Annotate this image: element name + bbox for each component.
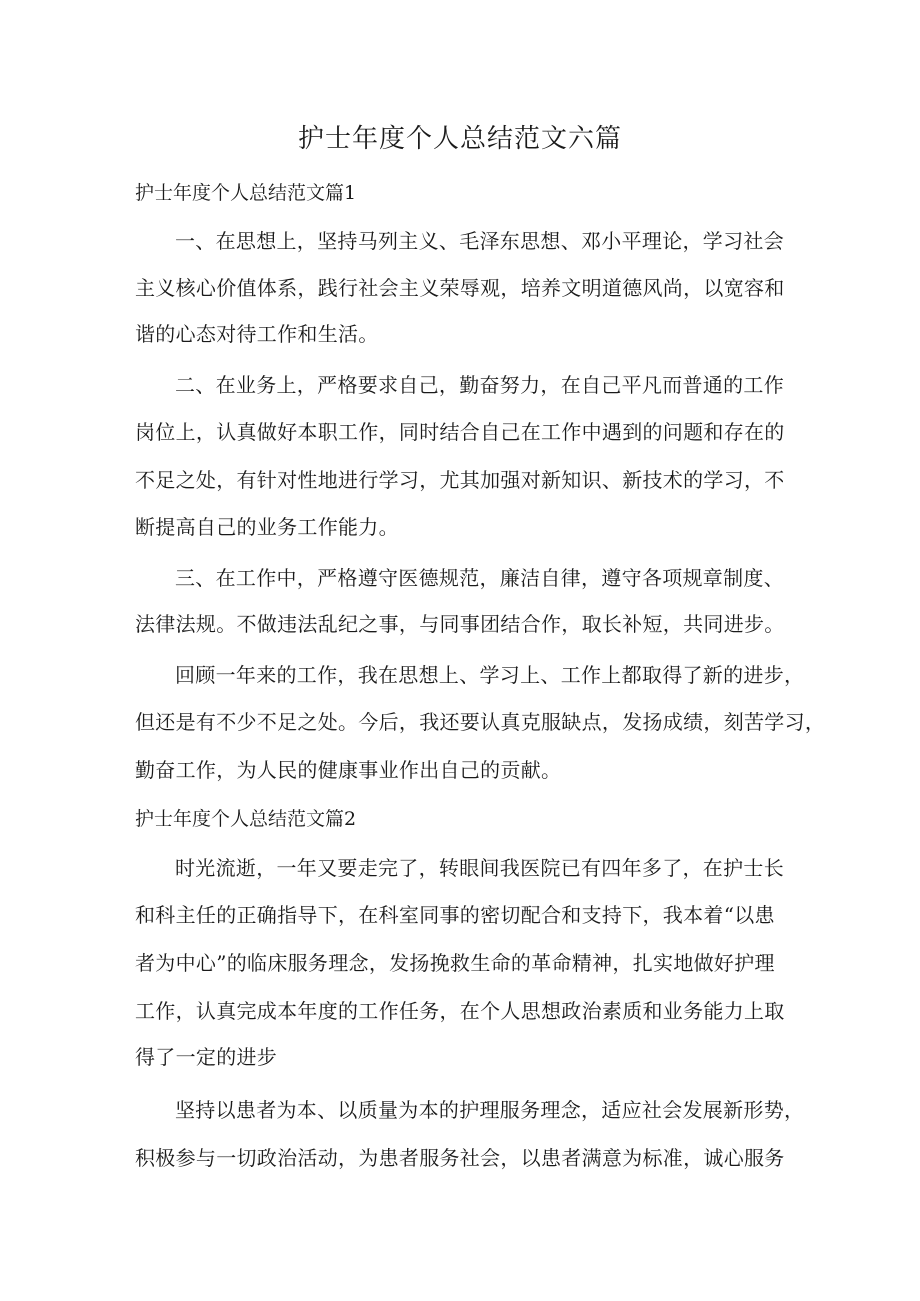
paragraph-line: 积极参与一切政治活动，为患者服务社会，以患者满意为标准，诚心服务 — [135, 1146, 785, 1170]
paragraph-line: 二、在业务上，严格要求自己，勤奋努力，在自己平凡而普通的工作 — [175, 373, 784, 397]
section-heading-1: 护士年度个人总结范文篇1 — [135, 182, 357, 204]
paragraph-line: 勤奋工作，为人民的健康事业作出自己的贡献。 — [135, 758, 562, 782]
paragraph-line: 岗位上，认真做好本职工作，同时结合自己在工作中遇到的问题和存在的 — [135, 420, 785, 444]
paragraph-line: 者为中心”的临床服务理念，发扬挽救生命的革命精神，扎实地做好护理 — [135, 951, 775, 975]
paragraph-line: 回顾一年来的工作，我在思想上、学习上、工作上都取得了新的进步， — [175, 663, 805, 687]
paragraph-line: 法律法规。不做违法乱纪之事，与同事团结合作，取长补短，共同进步。 — [135, 612, 785, 636]
paragraph-line: 时光流逝，一年又要走完了，转眼间我医院已有四年多了，在护士长 — [175, 856, 784, 880]
paragraph-line: 谐的心态对待工作和生活。 — [135, 322, 379, 346]
paragraph-line: 工作，认真完成本年度的工作任务，在个人思想政治素质和业务能力上取 — [135, 999, 785, 1023]
document-title: 护士年度个人总结范文六篇 — [297, 124, 622, 154]
paragraph-line: 但还是有不少不足之处。今后，我还要认真克服缺点，发扬成绩，刻苦学习， — [135, 710, 826, 734]
paragraph-line: 不足之处，有针对性地进行学习，尤其加强对新知识、新技术的学习，不 — [135, 468, 785, 492]
paragraph-line: 和科主任的正确指导下，在科室同事的密切配合和支持下，我本着“以患 — [135, 903, 775, 927]
section-heading-2: 护士年度个人总结范文篇2 — [135, 808, 357, 830]
paragraph-line: 得了一定的进步 — [135, 1045, 278, 1069]
paragraph-line: 一、在思想上，坚持马列主义、毛泽东思想、邓小平理论，学习社会 — [175, 229, 784, 253]
paragraph-line: 主义核心价值体系，践行社会主义荣辱观，培养文明道德风尚，以宽容和 — [135, 276, 785, 300]
paragraph-line: 坚持以患者为本、以质量为本的护理服务理念，适应社会发展新形势， — [175, 1098, 805, 1122]
paragraph-line: 断提高自己的业务工作能力。 — [135, 515, 399, 539]
paragraph-line: 三、在工作中，严格遵守医德规范，廉洁自律，遵守各项规章制度、 — [175, 566, 784, 590]
